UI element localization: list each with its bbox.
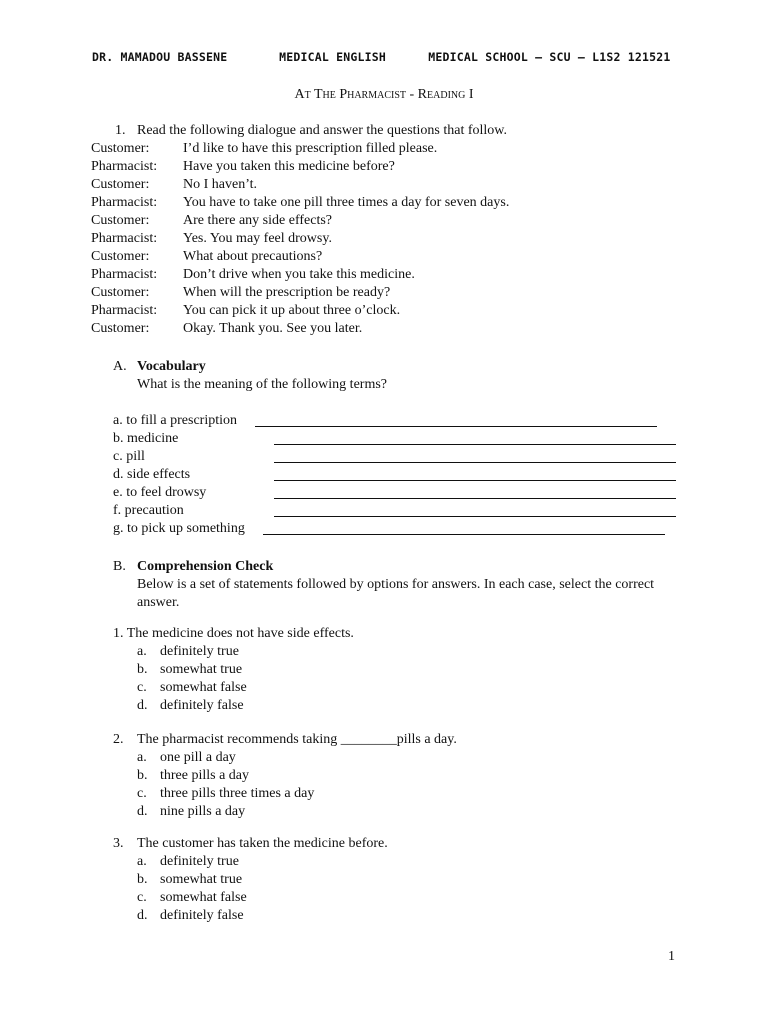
vocab-term: b. medicine (113, 431, 179, 446)
section-b-prompt: Below is a set of statements followed by options for answers. In each case, select the correct answer. (137, 577, 655, 610)
page-title: At The Pharmacist - Reading I (294, 87, 474, 102)
option-text: somewhat false (160, 680, 247, 695)
option-letter: d. (137, 804, 148, 819)
question-text: The medicine does not have side effects. (126, 626, 354, 641)
vocab-term: d. side effects (113, 467, 191, 482)
section-vocabulary (113, 358, 387, 394)
question-number: 2. (113, 732, 124, 747)
section-a-prompt: What is the meaning of the following terms? (137, 377, 387, 392)
header-course: MEDICAL ENGLISH (279, 50, 386, 64)
dialogue-text: What about precautions? (183, 249, 323, 264)
option-text: definitely false (160, 908, 244, 923)
dialogue-text: I’d like to have this prescription filled please. (183, 141, 438, 156)
options-list (137, 643, 354, 715)
answer-option[interactable] (137, 907, 388, 925)
dialogue-text: Are there any side effects? (183, 213, 332, 228)
answer-blank[interactable] (255, 412, 657, 427)
question-3 (113, 835, 388, 925)
vocab-item (113, 520, 245, 538)
dialogue-line (91, 158, 509, 176)
vocab-term: c. pill (113, 449, 145, 464)
dialogue (91, 140, 509, 338)
vocab-item (113, 502, 245, 520)
question-stem (113, 835, 388, 853)
option-letter: d. (137, 908, 148, 923)
vocabulary-list (113, 412, 245, 538)
answer-option[interactable] (137, 749, 457, 767)
dialogue-speaker: Customer: (91, 177, 150, 192)
option-text: three pills three times a day (160, 786, 315, 801)
option-text: definitely false (160, 698, 244, 713)
answer-option[interactable] (137, 871, 388, 889)
option-text: definitely true (160, 644, 239, 659)
option-letter: a. (137, 854, 147, 869)
dialogue-text: Have you taken this medicine before? (183, 159, 395, 174)
section-a-letter: A. (113, 359, 127, 374)
dialogue-text: Don’t drive when you take this medicine. (183, 267, 415, 282)
dialogue-speaker: Customer: (91, 213, 150, 228)
question-stem (113, 625, 354, 643)
vocab-term: e. to feel drowsy (113, 485, 207, 500)
question-stem (113, 731, 457, 749)
dialogue-speaker: Customer: (91, 141, 150, 156)
dialogue-line (91, 194, 509, 212)
dialogue-text: When will the prescription be ready? (183, 285, 391, 300)
dialogue-speaker: Pharmacist: (91, 231, 158, 246)
dialogue-line (91, 266, 509, 284)
vocab-item (113, 448, 245, 466)
answer-option[interactable] (137, 661, 354, 679)
dialogue-speaker: Pharmacist: (91, 159, 158, 174)
option-text: somewhat false (160, 890, 247, 905)
dialogue-speaker: Customer: (91, 285, 150, 300)
options-list (137, 749, 457, 821)
dialogue-text: Okay. Thank you. See you later. (183, 321, 363, 336)
option-text: one pill a day (160, 750, 236, 765)
answer-option[interactable] (137, 679, 354, 697)
option-text: three pills a day (160, 768, 250, 783)
section-comprehension (113, 558, 677, 612)
header-author: DR. MAMADOU BASSENE (92, 50, 228, 64)
dialogue-line (91, 212, 509, 230)
answer-blank[interactable] (274, 448, 676, 463)
question-2 (113, 731, 457, 821)
vocab-term: g. to pick up something (113, 521, 245, 536)
instruction (115, 122, 507, 140)
section-b-letter: B. (113, 559, 126, 574)
dialogue-speaker: Pharmacist: (91, 267, 158, 282)
dialogue-line (91, 302, 509, 320)
vocab-item (113, 430, 245, 448)
option-text: nine pills a day (160, 804, 246, 819)
question-number: 3. (113, 836, 124, 851)
dialogue-line (91, 248, 509, 266)
option-letter: b. (137, 662, 148, 677)
answer-blank[interactable] (274, 430, 676, 445)
vocab-item (113, 466, 245, 484)
section-a-title: Vocabulary (137, 359, 206, 374)
section-a-heading (113, 358, 387, 376)
dialogue-text: You have to take one pill three times a day for seven days. (183, 195, 510, 210)
dialogue-speaker: Customer: (91, 321, 150, 336)
page-number: 1 (668, 949, 675, 964)
answer-option[interactable] (137, 853, 388, 871)
answer-option[interactable] (137, 785, 457, 803)
instruction-text: Read the following dialogue and answer the questions that follow. (137, 123, 508, 138)
dialogue-line (91, 140, 509, 158)
option-text: somewhat true (160, 662, 243, 677)
dialogue-text: Yes. You may feel drowsy. (183, 231, 332, 246)
answer-blank[interactable] (274, 484, 676, 499)
question-text: The pharmacist recommends taking ________pills a day. (137, 732, 457, 747)
answer-option[interactable] (137, 767, 457, 785)
dialogue-speaker: Pharmacist: (91, 303, 158, 318)
option-letter: b. (137, 872, 148, 887)
option-text: somewhat true (160, 872, 243, 887)
vocab-item (113, 484, 245, 502)
options-list (137, 853, 388, 925)
answer-blank[interactable] (274, 466, 676, 481)
answer-blank[interactable] (274, 502, 676, 517)
section-b-title: Comprehension Check (137, 559, 274, 574)
dialogue-line (91, 284, 509, 302)
option-text: definitely true (160, 854, 239, 869)
section-b-heading (113, 558, 677, 576)
vocab-item (113, 412, 245, 430)
dialogue-line (91, 320, 509, 338)
question-text: The customer has taken the medicine before. (137, 836, 388, 851)
dialogue-line (91, 230, 509, 248)
answer-option[interactable] (137, 889, 388, 907)
answer-option[interactable] (137, 803, 457, 821)
dialogue-speaker: Pharmacist: (91, 195, 158, 210)
option-letter: a. (137, 644, 147, 659)
option-letter: c. (137, 890, 147, 905)
dialogue-text: You can pick it up about three o’clock. (183, 303, 401, 318)
question-number: 1. (113, 626, 124, 641)
option-letter: c. (137, 786, 147, 801)
dialogue-speaker: Customer: (91, 249, 150, 264)
dialogue-line (91, 176, 509, 194)
instruction-number: 1. (115, 123, 126, 138)
option-letter: a. (137, 750, 147, 765)
answer-blank[interactable] (263, 520, 665, 535)
answer-option[interactable] (137, 697, 354, 715)
header-school: MEDICAL SCHOOL – SCU – L1S2 121521 (428, 50, 671, 64)
dialogue-text: No I haven’t. (183, 177, 257, 192)
question-1 (113, 625, 354, 715)
option-letter: b. (137, 768, 148, 783)
vocab-term: f. precaution (113, 503, 184, 518)
vocab-term: a. to fill a prescription (113, 413, 238, 428)
option-letter: c. (137, 680, 147, 695)
option-letter: d. (137, 698, 148, 713)
answer-option[interactable] (137, 643, 354, 661)
page-header (92, 48, 692, 66)
